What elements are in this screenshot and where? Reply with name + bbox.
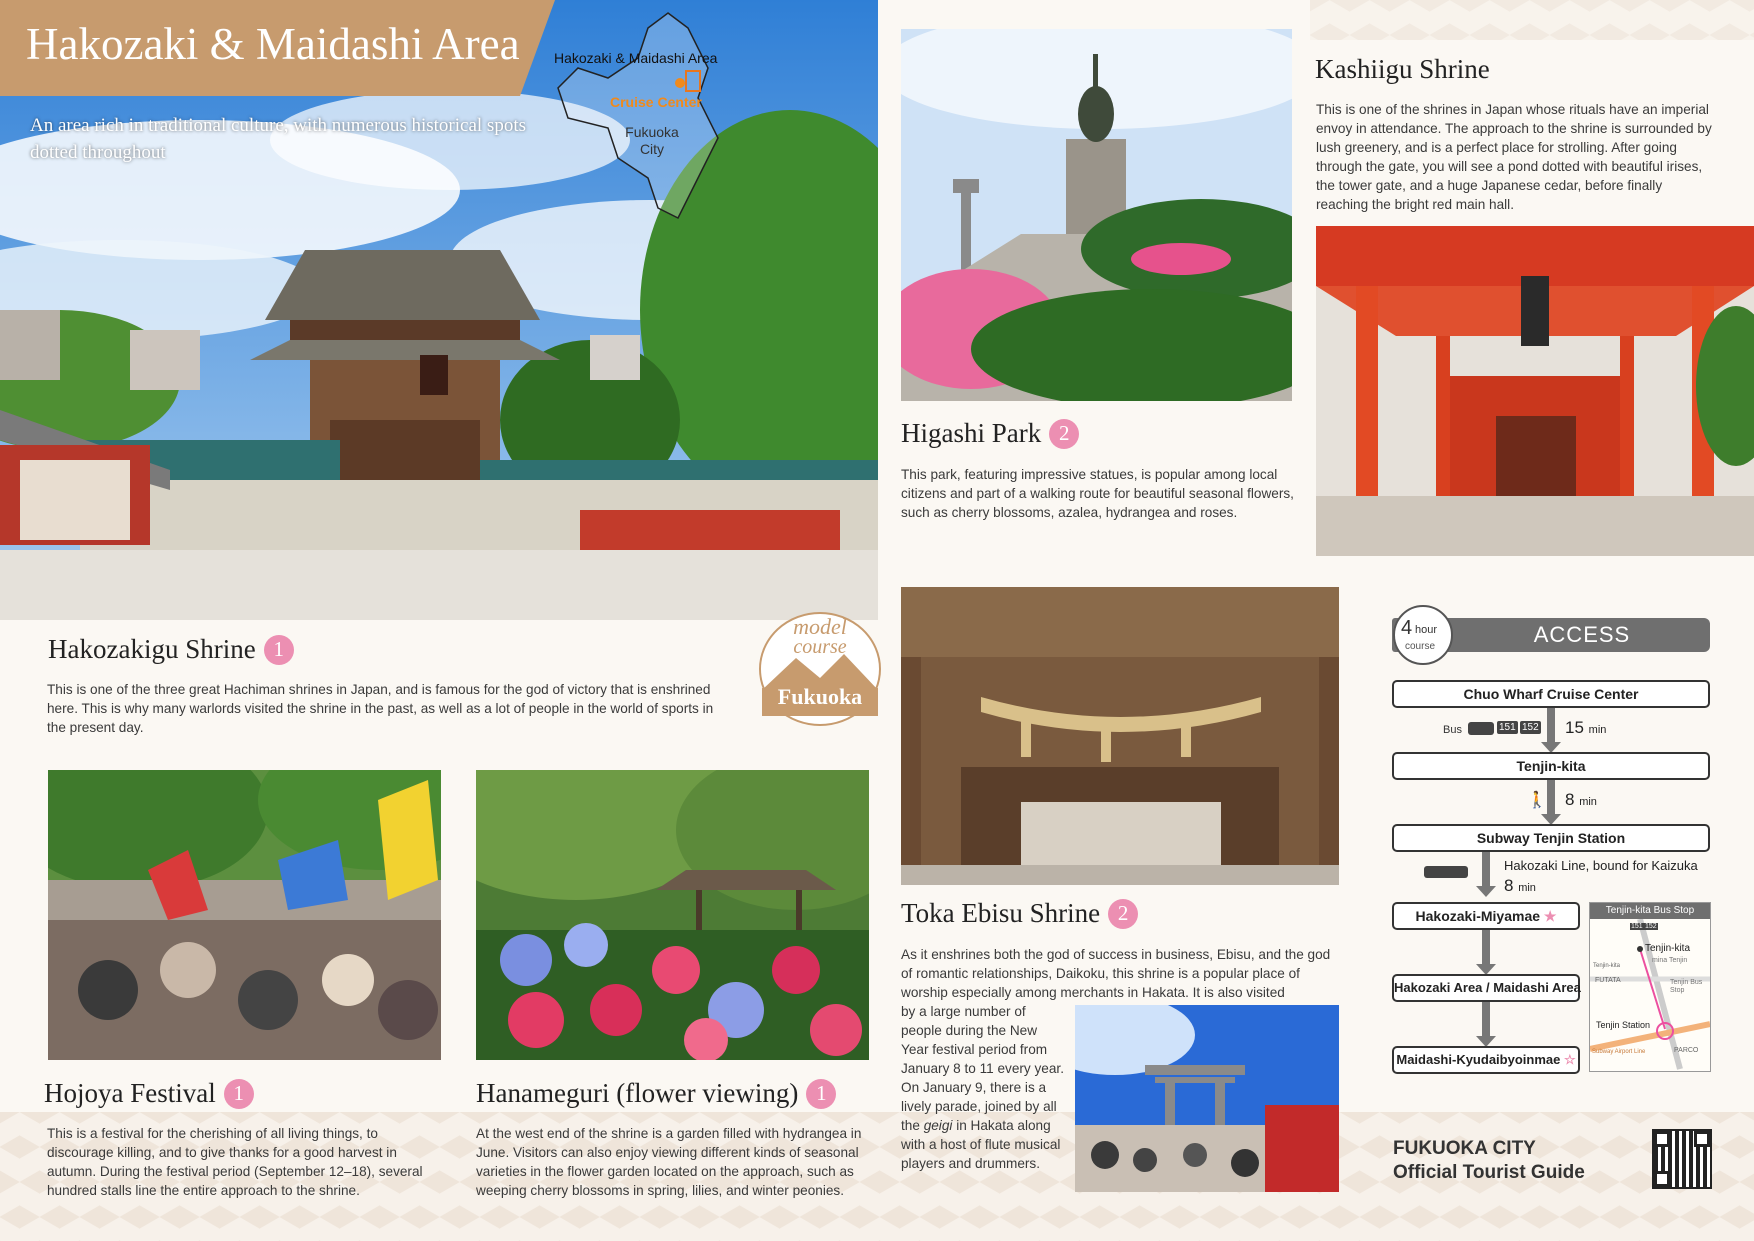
- leg2-min-value: 8: [1565, 790, 1575, 809]
- footer-brand-line1: FUKUOKA CITY: [1393, 1138, 1536, 1159]
- higashi-title: [901, 418, 1079, 449]
- station-chuo-wharf: Chuo Wharf Cruise Center: [1392, 680, 1710, 708]
- higashi-title-text: Higashi Park: [901, 418, 1042, 448]
- higashi-text: This park, featuring impressive statues, is popular among local citizens and part of a walking route for beautiful seasonal flowers, such as cherry blossoms, azalea, hydrangea and roses.: [901, 467, 1294, 520]
- kashiigu-title-text: Kashiigu Shrine: [1315, 54, 1490, 84]
- hours-circle: [1393, 605, 1453, 665]
- higashi-number: 2: [1049, 419, 1079, 449]
- station-subway-tenjin: Subway Tenjin Station: [1392, 824, 1710, 852]
- hanameguri-title: [476, 1078, 836, 1109]
- badge-course: course: [793, 636, 847, 658]
- toka-number: 2: [1108, 899, 1138, 929]
- page-subtitle: An area rich in traditional culture, with numerous historical spots dotted throughout: [30, 115, 526, 163]
- arrow-5: [1482, 1002, 1490, 1037]
- higashi-park-photo: [901, 29, 1292, 401]
- hojoya-number: 1: [224, 1079, 254, 1109]
- leg3-min-value: 8: [1504, 876, 1514, 895]
- station-maidashi-label: Maidashi-Kyudaibyoinmae: [1396, 1052, 1561, 1067]
- bs-tenjinkita-small: Tenjin-kita: [1593, 963, 1621, 969]
- bus-stop-map: [1589, 902, 1711, 1072]
- leg3-min: [1504, 876, 1536, 896]
- badge-fukuoka: Fukuoka: [777, 684, 863, 709]
- walk-icon: 🚶: [1527, 792, 1547, 809]
- hours-num: 4: [1401, 617, 1413, 639]
- station-hakozaki-miyamae-label: Hakozaki-Miyamae: [1415, 908, 1541, 924]
- leg3-min-unit: min: [1518, 882, 1536, 894]
- hanameguri-title-text: Hanameguri (flower viewing): [476, 1078, 799, 1108]
- toka-title: [901, 898, 1138, 929]
- title-banner: [0, 0, 555, 96]
- arrow-3: [1482, 852, 1490, 887]
- toka-ebisu-photo: [901, 587, 1339, 885]
- hours-unit: hour: [1415, 624, 1438, 636]
- toka-text-bottom: [901, 1002, 1066, 1173]
- bus-stop-title: Tenjin-kita Bus Stop: [1590, 903, 1710, 919]
- bs-b2: 152: [1645, 923, 1657, 930]
- bus-icon: [1468, 722, 1494, 735]
- bs-parco: PARCO: [1674, 1047, 1699, 1054]
- kashiigu-photo: [1316, 226, 1754, 556]
- train-icon: [1424, 866, 1468, 878]
- top-right-pattern: [1310, 0, 1754, 40]
- leg1-min: [1565, 718, 1606, 738]
- bs-tenjin-bus: Tenjin Bus Stop: [1670, 979, 1703, 994]
- hakozakigu-number: 1: [264, 635, 294, 665]
- toka-text-top: As it enshrines both the god of success in business, Ebisu, and the god of romantic relationships, Daikoku, this shrine is a popular place of worship especially among merchants in Hakata. It is also visited: [901, 947, 1331, 1000]
- bs-tenjinkita: Tenjin-kita: [1645, 943, 1691, 954]
- kashiigu-title: [1315, 54, 1490, 85]
- bus-route-151: 151: [1499, 722, 1516, 733]
- arrow-1: [1547, 708, 1555, 743]
- station-tenjin-kita: Tenjin-kita: [1392, 752, 1710, 780]
- map-label-cruise: Cruise Center: [610, 94, 702, 110]
- hakozakigu-title: [48, 634, 294, 665]
- page-title: Hakozaki & Maidashi Area: [26, 19, 520, 69]
- bus-label: Bus: [1443, 724, 1462, 736]
- footer-brand-line2: Official Tourist Guide: [1393, 1162, 1585, 1183]
- toka-text-end: in Hakata along with a host of flute musical players and drummers.: [901, 1118, 1061, 1171]
- bs-futata: FUTATA: [1595, 977, 1621, 984]
- area-map: [548, 8, 728, 228]
- line-note: Hakozaki Line, bound for Kaizuka: [1504, 858, 1698, 873]
- star-filled-icon: ★: [1543, 908, 1557, 924]
- station-hakozaki-miyamae: [1392, 902, 1580, 930]
- bs-tenjin-station: Tenjin Station: [1596, 1020, 1651, 1030]
- hojoya-title: [44, 1078, 254, 1109]
- hojoya-text: This is a festival for the cherishing of all living things, to discourage killing, and to give thanks for a good harvest in autumn. During the festival period (September 12–18), several hundred stalls line the entire approach to the shrine.: [47, 1126, 423, 1198]
- map-label-city: Fukuoka City: [625, 124, 679, 157]
- bs-mina: mina Tenjin: [1652, 957, 1688, 964]
- qr-code[interactable]: [1654, 1131, 1710, 1187]
- leg2-min-unit: min: [1579, 796, 1597, 808]
- station-maidashi: [1392, 1046, 1580, 1074]
- kashiigu-text: This is one of the shrines in Japan whose rituals have an imperial envoy in attendance. The approach to the shrine is surrounded by lush greenery, and is a perfect place for strolling. After going through the gate, you will see a pond dotted with beautiful irises, the tower gate, and a huge Japanese cedar, before finally reaching the bright red main hall.: [1316, 102, 1712, 212]
- hojoya-photo: [48, 770, 441, 1060]
- hours-course: course: [1405, 641, 1436, 652]
- station-hakozaki-area: Hakozaki Area / Maidashi Area: [1392, 974, 1580, 1002]
- hanameguri-number: 1: [806, 1079, 836, 1109]
- leg2-min: [1565, 790, 1597, 810]
- leg1-min-value: 15: [1565, 718, 1584, 737]
- arrow-2: [1547, 780, 1555, 815]
- map-label-area: Hakozaki & Maidashi Area: [554, 50, 718, 66]
- arrow-4: [1482, 930, 1490, 965]
- toka-text-main: by a large number of people during the New Year festival period from January 8 to 11 every year. On January 9, there is a lively parade, joined by all the: [901, 1004, 1064, 1133]
- hakozakigu-text: This is one of the three great Hachiman shrines in Japan, and is famous for the god of victory that is enshrined here. This is why many warlords visited the shrine in the past, as well as a lot of people in the world of sports in the present day.: [47, 682, 714, 735]
- toka-parade-photo: [1075, 1005, 1339, 1192]
- hojoya-title-text: Hojoya Festival: [44, 1078, 216, 1108]
- leg1-min-unit: min: [1588, 724, 1607, 736]
- toka-title-text: Toka Ebisu Shrine: [901, 898, 1101, 928]
- hakozakigu-title-text: Hakozakigu Shrine: [48, 634, 256, 664]
- hanameguri-text: At the west end of the shrine is a garden filled with hydrangea in June. Visitors can also enjoy viewing different kinds of seasonal varieties in the flower garden located on the approach, such as weeping cherry blossoms in spring, lilies, and winter peonies.: [476, 1126, 862, 1198]
- toka-geigi: geigi: [923, 1118, 953, 1133]
- model-course-badge: [756, 610, 884, 728]
- star-outline-icon: ☆: [1563, 1052, 1576, 1067]
- hanameguri-photo: [476, 770, 869, 1060]
- bus-route-152: 152: [1522, 722, 1539, 733]
- access-title: ACCESS: [1533, 622, 1631, 647]
- badge-model: model: [793, 614, 847, 639]
- bs-subway-line: Subway Airport Line: [1592, 1049, 1646, 1055]
- bs-b1: 151: [1631, 923, 1643, 930]
